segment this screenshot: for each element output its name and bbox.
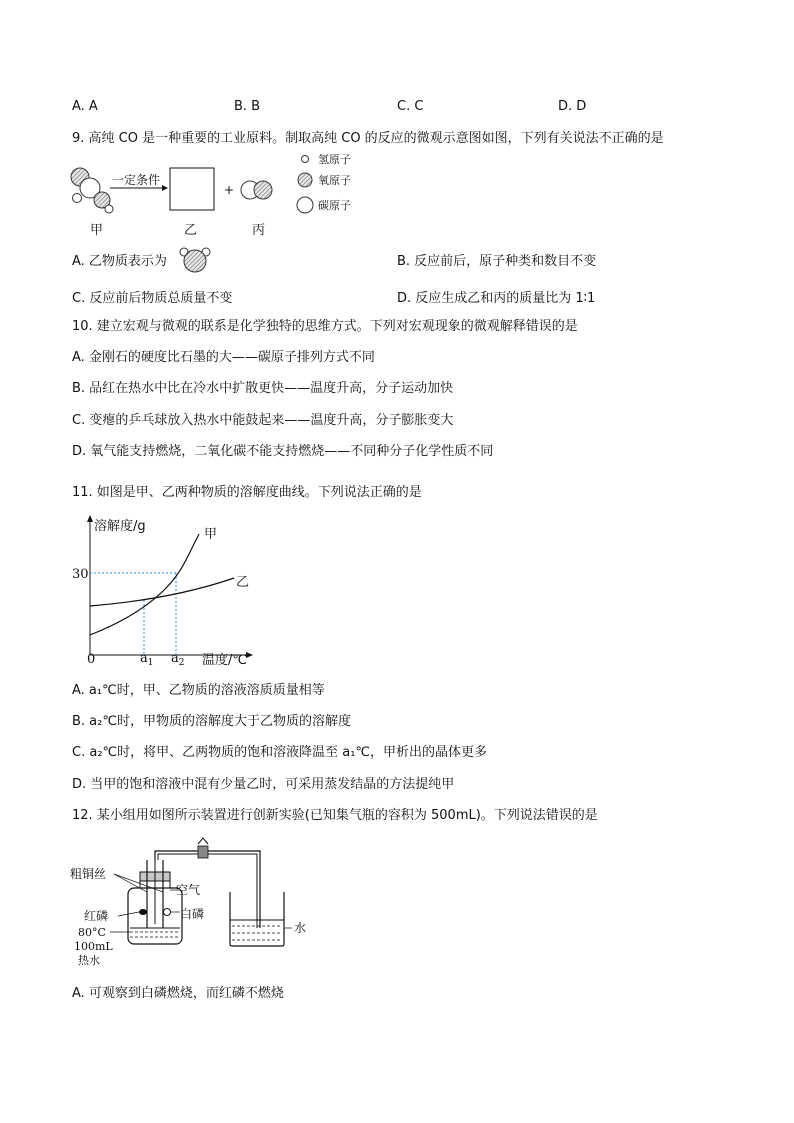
legend-hydrogen: 氢原子 — [318, 153, 351, 166]
reaction-condition: 一定条件 — [112, 173, 161, 187]
x-axis-label: 温度/℃ — [202, 653, 247, 668]
q8-option-b: B. B — [234, 99, 261, 114]
q10-stem: 10. 建立宏观与微观的联系是化学独特的思维方式。下列对宏观现象的微观解释错误的是 — [72, 319, 578, 334]
molecule-bing — [241, 181, 272, 199]
y-axis-label: 溶解度/g — [94, 519, 146, 534]
q9-option-d: D. 反应生成乙和丙的质量比为 1∶1 — [397, 291, 596, 306]
q9-reaction-diagram — [66, 150, 366, 240]
label-temperature: 80°C — [78, 926, 106, 939]
product-box-yi — [170, 168, 214, 210]
q11-option-d: D. 当甲的饱和溶液中混有少量乙时，可采用蒸发结晶的方法提纯甲 — [72, 777, 455, 792]
label-volume: 100mL — [74, 940, 113, 953]
label-yi: 乙 — [184, 223, 198, 238]
q10-option-b: B. 品红在热水中比在冷水中扩散更快——温度升高，分子运动加快 — [72, 381, 454, 396]
origin-label: 0 — [87, 652, 96, 667]
q11-option-a: A. a₁℃时，甲、乙物质的溶液溶质质量相等 — [72, 683, 325, 698]
curve-label-jia: 甲 — [204, 527, 218, 542]
label-white-phosphorus: 白磷 — [180, 907, 205, 921]
legend-oxygen: 氧原子 — [318, 174, 351, 187]
q9-option-a: A. 乙物质表示为 — [72, 254, 167, 269]
q8-option-c: C. C — [397, 99, 424, 114]
tube-clamp — [198, 846, 208, 858]
q11-option-b: B. a₂℃时，甲物质的溶解度大于乙物质的溶解度 — [72, 714, 351, 729]
label-jia: 甲 — [90, 223, 104, 238]
label-water: 水 — [294, 921, 307, 935]
q10-option-c: C. 变瘪的乒乓球放入热水中能鼓起来——温度升高，分子膨胀变大 — [72, 413, 454, 428]
experiment-apparatus — [70, 832, 330, 972]
q8-option-a: A. A — [72, 99, 98, 114]
legend — [297, 152, 351, 213]
label-hot-water: 热水 — [78, 954, 100, 967]
q9-option-c: C. 反应前后物质总质量不变 — [72, 291, 233, 306]
q9-option-b: B. 反应前后，原子种类和数目不变 — [397, 254, 597, 269]
q11-option-c: C. a₂℃时，将甲、乙两物质的饱和溶液降温至 a₁℃，甲析出的晶体更多 — [72, 745, 488, 760]
q9-option-a-molecule — [176, 244, 216, 274]
label-air: 空气 — [176, 883, 201, 897]
plus-sign: + — [224, 183, 235, 197]
q9-stem: 9. 高纯 CO 是一种重要的工业原料。制取高纯 CO 的反应的微观示意图如图，下列有关说法不正确的是 — [72, 131, 664, 146]
legend-carbon: 碳原子 — [318, 199, 351, 212]
red-phosphorus — [139, 909, 147, 915]
q12-stem: 12. 某小组用如图所示装置进行创新实验(已知集气瓶的容积为 500mL)。下列说法错误的是 — [72, 808, 598, 823]
q10-option-d: D. 氧气能支持燃烧，二氧化碳不能支持燃烧——不同种分子化学性质不同 — [72, 444, 494, 459]
curve-label-yi: 乙 — [236, 575, 250, 590]
label-copper-wire: 粗铜丝 — [70, 867, 107, 881]
label-bing: 丙 — [252, 223, 266, 238]
y-tick-30: 30 — [72, 567, 89, 582]
label-red-phosphorus: 红磷 — [84, 909, 109, 923]
molecule-jia — [71, 168, 113, 213]
q8-option-d: D. D — [558, 99, 587, 114]
x-tick-a1: $a_1$ — [140, 651, 154, 668]
q12-option-a: A. 可观察到白磷燃烧，而红磷不燃烧 — [72, 986, 284, 1001]
x-tick-a2: $a_2$ — [171, 651, 185, 668]
q10-option-a: A. 金刚石的硬度比石墨的大——碳原子排列方式不同 — [72, 350, 375, 365]
curve-jia — [90, 534, 199, 635]
solubility-graph — [68, 512, 268, 672]
white-phosphorus — [164, 909, 171, 916]
q11-stem: 11. 如图是甲、乙两种物质的溶解度曲线。下列说法正确的是 — [72, 485, 422, 500]
